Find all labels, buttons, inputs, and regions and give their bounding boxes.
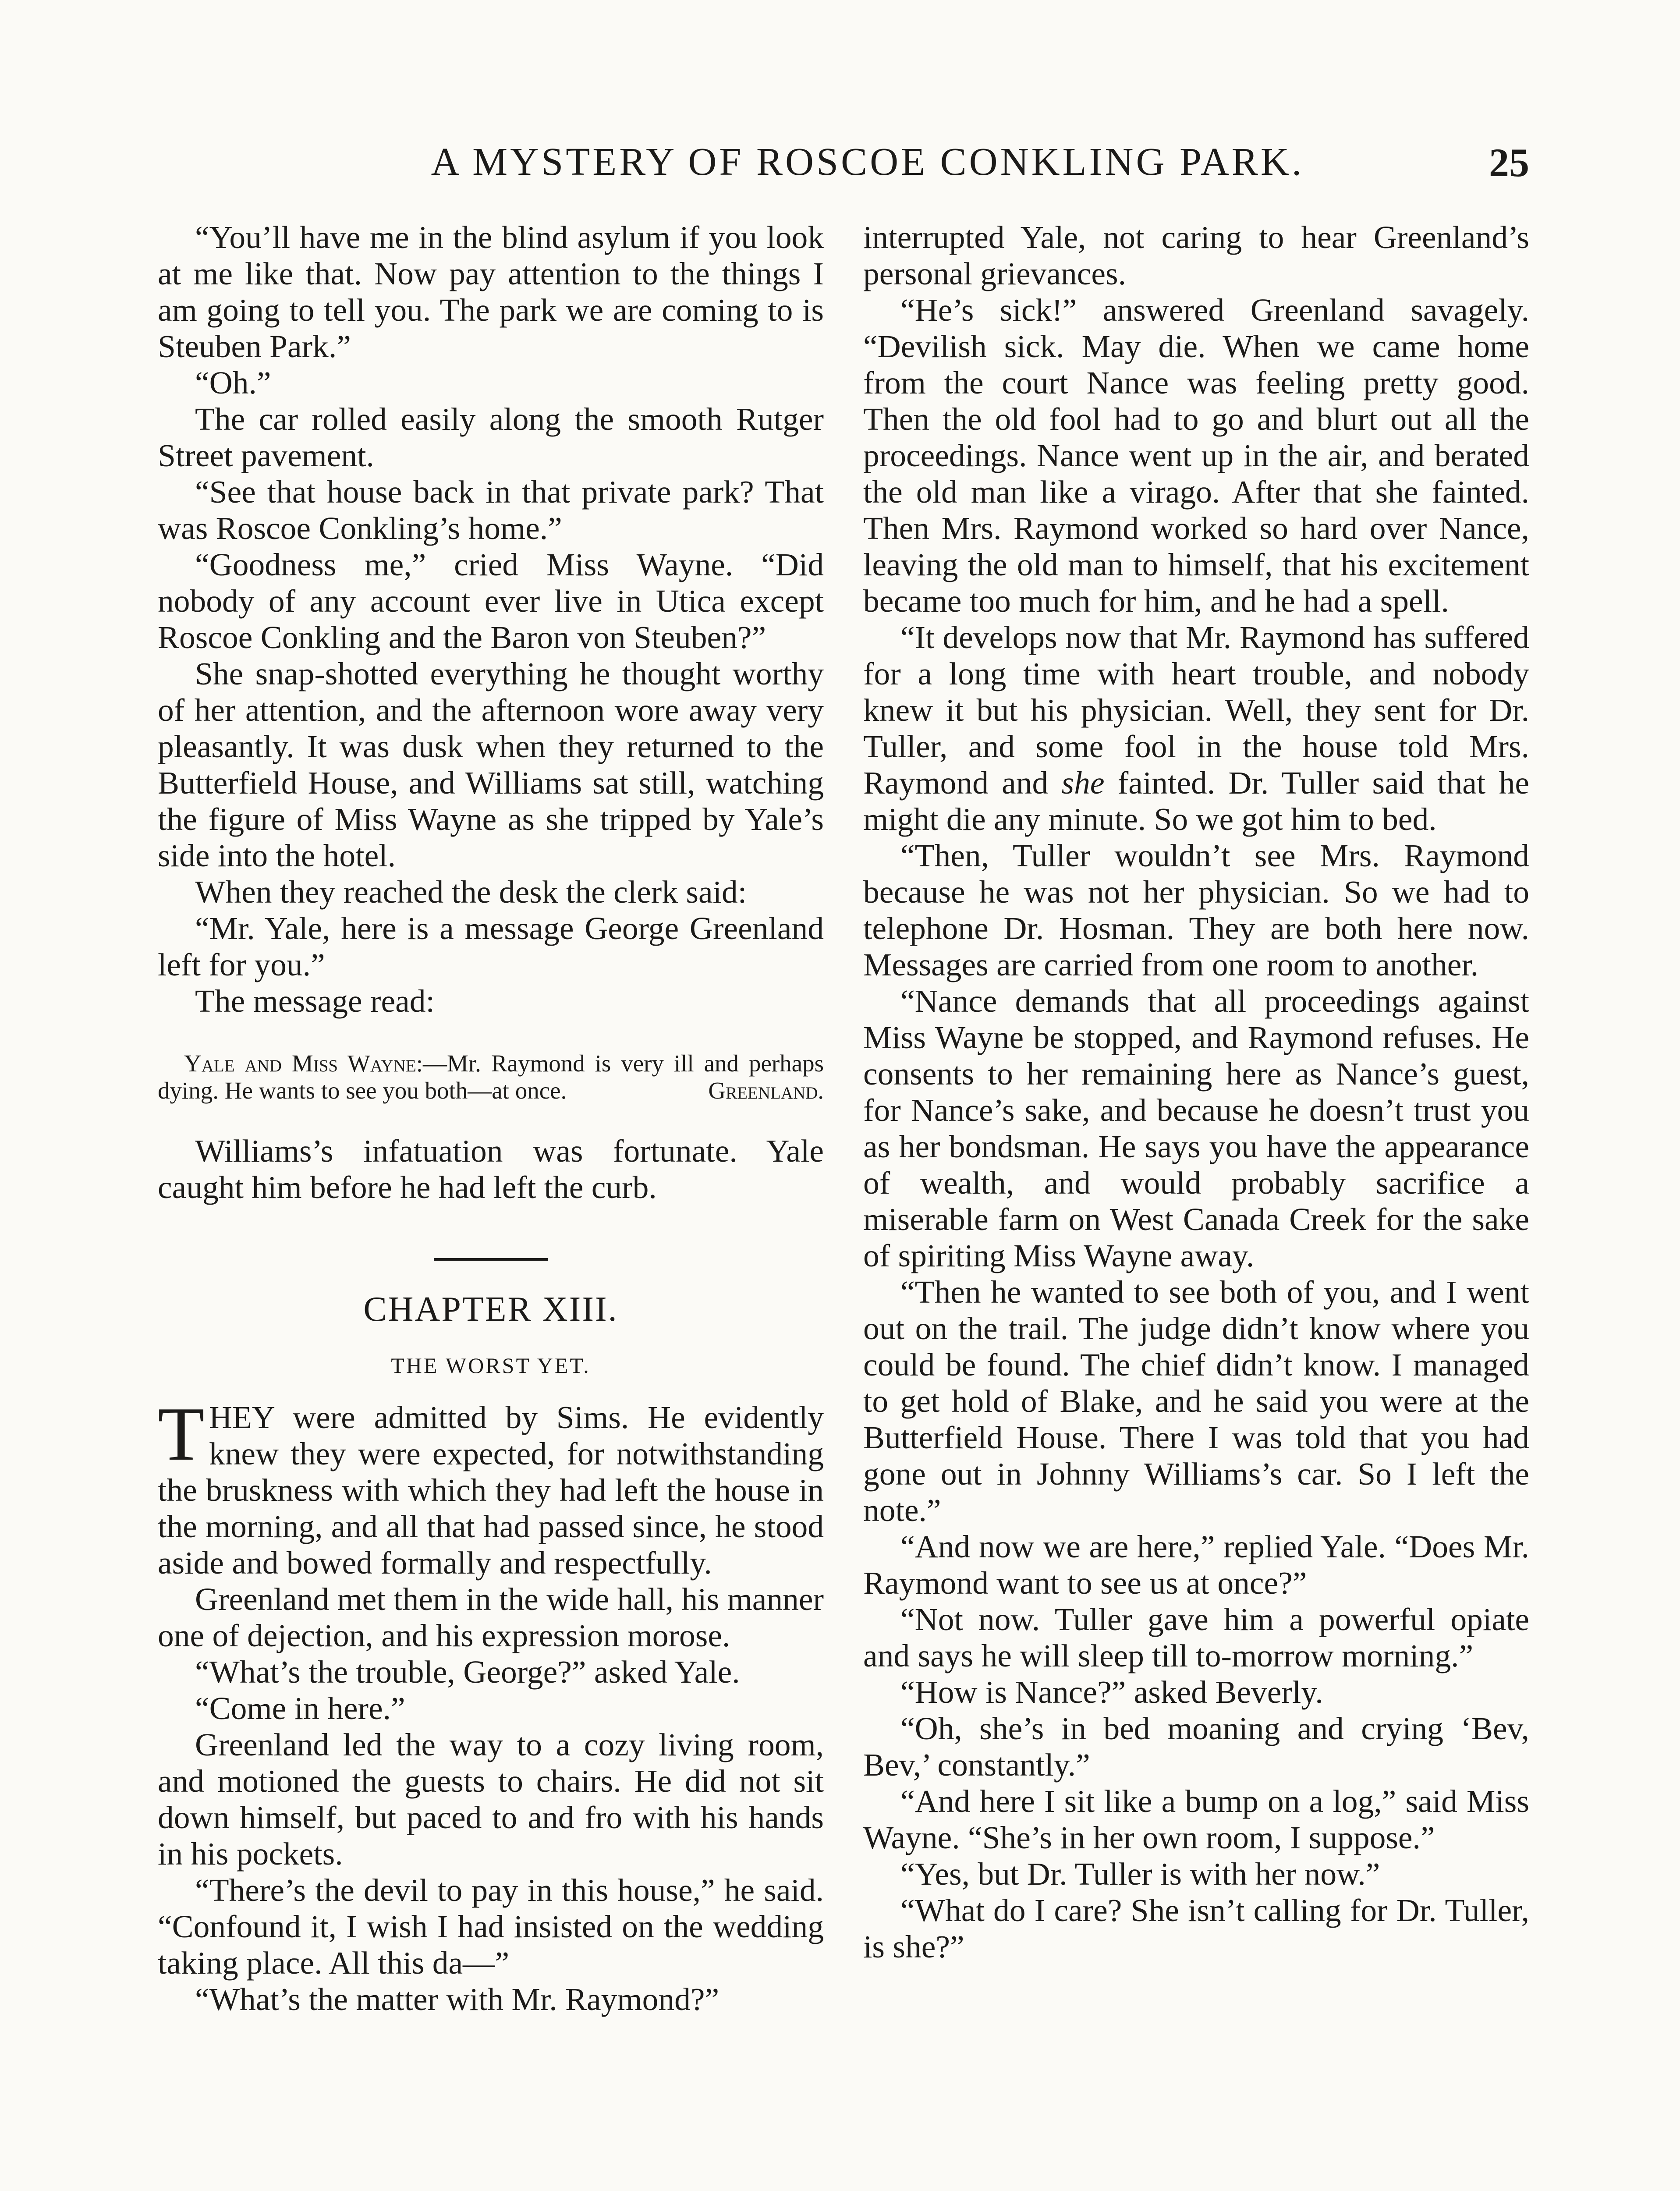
emphasis: she [1061, 765, 1105, 801]
right-column [863, 219, 1529, 1965]
section-divider [434, 1258, 548, 1261]
message-addressee: Yale and Miss Wayne [184, 1050, 416, 1077]
chapter-opening-paragraph [158, 1391, 824, 1581]
paragraph: Greenland led the way to a cozy living room, and motioned the guests to chairs. He did not sit down himself, but paced to and fro with his hands in his pockets. [158, 1727, 824, 1872]
paragraph: “Yes, but Dr. Tuller is with her now.” [900, 1856, 1380, 1892]
page-number: 25 [1489, 140, 1529, 185]
paragraph-text: fainted. Dr. Tuller said that he might die any minute. So we got him to bed. [863, 765, 1529, 837]
paragraph: “Oh, she’s in bed moaning and crying ‘Bev, Bev,’ constantly.” [863, 1711, 1529, 1783]
paragraph: “Goodness me,” cried Miss Wayne. “Did nobody of any account ever live in Utica except Roscoe Conkling and the Baron von Steuben?” [158, 547, 824, 655]
paragraph: “He’s sick!” answered Greenland savagely. “Devilish sick. May die. When we came home from the court Nance was feeling pretty good. Then the old fool had to go and blurt out all the proceedings. Nance went up in the air, and berated the old man like a virago. After that she fainted. Then Mrs. Raymond worked so hard over Nance, leaving the old man to himself, that his excitement became too much for him, and he had a spell. [863, 292, 1529, 619]
chapter-subtitle: THE WORST YET. [391, 1353, 591, 1378]
paragraph: “See that house back in that private park? That was Roscoe Conkling’s home.” [158, 474, 824, 546]
paragraph: When they reached the desk the clerk said: [195, 874, 747, 910]
paragraph: “And now we are here,” replied Yale. “Does Mr. Raymond want to see us at once?” [863, 1529, 1529, 1601]
paragraph: “How is Nance?” asked Beverly. [900, 1674, 1323, 1710]
paragraph-continued: interrupted Yale, not caring to hear Greenland’s personal grievances. [863, 220, 1529, 291]
paragraph: “Nance demands that all proceedings against Miss Wayne be stopped, and Raymond refuses. He consents to her remaining here as Nance’s guest, for Nance’s sake, and because he doesn’t trust you as her bondsman. He says you have the appearance of wealth, and would probably sacrifice a miserable farm on West Canada Creek for the sake of spiriting Miss Wayne away. [863, 983, 1529, 1273]
paragraph: “Come in here.” [195, 1691, 405, 1726]
paragraph [863, 619, 1529, 837]
running-title: A MYSTERY OF ROSCOE CONKLING PARK. [431, 140, 1304, 184]
left-column [158, 219, 824, 2017]
message-body: :—Mr. Raymond is very ill and perhaps dying. He wants to see you both—at once. [158, 1050, 824, 1104]
chapter-title: CHAPTER XIII. [363, 1290, 618, 1329]
paragraph: “Then he wanted to see both of you, and I went out on the trail. The judge didn’t know where you could be found. The chief didn’t know. I managed to get hold of Blake, and he said you were at the Butterfield House. There I was told that you had gone out in Johnny Williams’s car. So I left the note.” [863, 1274, 1529, 1528]
paragraph: “And here I sit like a bump on a log,” said Miss Wayne. “She’s in her own room, I suppose.” [863, 1783, 1529, 1855]
telegram-message [158, 1050, 824, 1104]
paragraph-text: HEY were admitted by Sims. He evidently knew they were expected, for notwithstanding the bruskness with which they had left the house in the morning, and all that had passed since, he stood aside and bowed formally and respectfully. [158, 1400, 824, 1581]
paragraph: She snap-shotted everything he thought worthy of her attention, and the afternoon wore away very pleasantly. It was dusk when they returned to the Butterfield House, and Williams sat still, watching the figure of Miss Wayne as she tripped by Yale’s side into the hotel. [158, 656, 824, 873]
paragraph: “What’s the trouble, George?” asked Yale. [195, 1654, 740, 1690]
paragraph: Williams’s infatuation was fortunate. Yale caught him before he had left the curb. [158, 1133, 824, 1205]
paragraph: “What do I care? She isn’t calling for Dr. Tuller, is she?” [863, 1893, 1529, 1964]
paragraph-text: “It develops now that Mr. Raymond has suffered for a long time with heart trouble, and nobody knew it but his physician. Well, they sent for Dr. Tuller, and some fool in the house told Mrs. Raymond and [863, 620, 1529, 801]
paragraph: “Not now. Tuller gave him a powerful opiate and says he will sleep till to-morrow morning.” [863, 1602, 1529, 1673]
paragraph: “There’s the devil to pay in this house,” he said. “Confound it, I wish I had insisted on the wedding taking place. All this da—” [158, 1872, 824, 1981]
paragraph: Greenland met them in the wide hall, his manner one of dejection, and his expression morose. [158, 1581, 824, 1653]
paragraph: The car rolled easily along the smooth Rutger Street pavement. [158, 401, 824, 473]
message-signature: Greenland. [708, 1077, 824, 1104]
drop-cap: T [158, 1391, 205, 1476]
paragraph: The message read: [195, 983, 435, 1019]
paragraph: “Oh.” [195, 365, 271, 401]
paragraph: “You’ll have me in the blind asylum if you look at me like that. Now pay attention to the things I am going to tell you. The park we are coming to is Steuben Park.” [158, 220, 824, 364]
page-header [158, 139, 1529, 201]
paragraph: “Mr. Yale, here is a message George Greenland left for you.” [158, 911, 824, 982]
paragraph: “What’s the matter with Mr. Raymond?” [195, 1982, 719, 2017]
paragraph: “Then, Tuller wouldn’t see Mrs. Raymond because he was not her physician. So we had to telephone Dr. Hosman. They are both here now. Messages are carried from one room to another. [863, 838, 1529, 982]
